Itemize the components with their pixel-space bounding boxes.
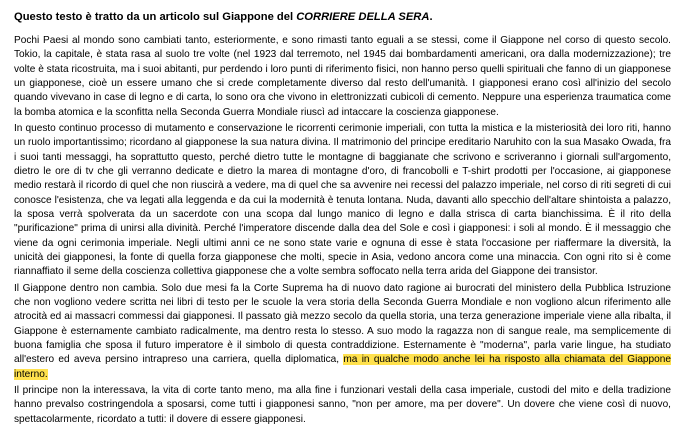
paragraph-3-text: Il Giappone dentro non cambia. Solo due mesi fa la Corte Suprema ha di nuovo dato ragione ai burocrati del ministero della Pubblica Istruzione che non vogliono vedere scritta nei libri di testo per le scuole la vera storia della Seconda Guerra Mondiale e non vogliono alcun riferimento alle atrocità ed ai massacri commessi dai giapponesi. Il passato già mezzo secolo da quella storia, una terza generazione imperiale viene alla ribalta, il Giappone è esternamente cambiato radicalmente, ma dentro resta lo stesso. A suo modo la ragazza non di sangue reale, ma semplicemente di buona famiglia che sposa il futuro imperatore è il simbolo di questa contraddizione. Esternamente è "moderna", parla varie lingue, ha studiato all'estero ed aveva persino intrapreso una carriera, quella diplomatica,	[14, 282, 671, 366]
document-intro-line	[14, 10, 671, 25]
highlighted-passage: ma in qualche modo anche lei ha risposto alla chiamata del Giappone interno.	[14, 354, 671, 380]
paragraph-4: Il principe non la interessava, la vita di corte tanto meno, ma alla fine i funzionari vestali della casa imperiale, custodi del mito e della tradizione hanno prevalso costringendola a sposarsi, come tutti i giapponesi sanno, "non per amore, ma per dovere". Un dovere che viene così di nuovo, spettacolarmente, ricordato a tutti: il dovere di essere giapponesi.	[14, 384, 671, 425]
document-body	[14, 34, 671, 427]
intro-suffix-text: .	[429, 11, 433, 23]
paragraph-3	[14, 282, 671, 382]
paragraph-1: Pochi Paesi al mondo sono cambiati tanto, esteriormente, e sono rimasti tanto eguali a se stessi, come il Giappone nel corso di questo secolo. Tokio, la capitale, è stata rasa al suolo tre volte (nel 1923 dal terremoto, nel 1945 dai bombardamenti americani, ora dalla modernizzazione); tre volte è stata ricostruita, ma i suoi abitanti, pur perdendo i loro punti di riferimento fisici, non hanno perso quelli spirituali che fanno di un giapponese un giapponese, cioè un essere umano che si crede completamente diverso dal resto dell'umanità. I giapponesi erano così all'inizio del secolo quando vivevano in case di legno e di carta, lo sono ora che vivono in elettronizzati cubicoli di cemento. Neppure una esperienza traumatica come la bomba atomica e la sconfitta nella Seconda Guerra Mondiale riuscì ad intaccare la coscienza giapponese.	[14, 35, 671, 118]
paragraph-2: In questo continuo processo di mutamento e conservazione le ricorrenti cerimonie imperiali, con tutta la mistica e la misteriosità dei loro riti, hanno un ruolo importantissimo; ricordano al giapponese la sua natura divina. Il matrimonio del principe ereditario Naruhito con la sua Masako Owada, fra i suoi tanti messaggi, ha soprattutto questo, perché dietro tutte le montagne di baggianate che scrivono e scriveranno i giornali sull'argomento, dietro le ore di tv che gli verranno dedicate e dietro la marea di montagne d'oro, di francobolli e T-shirt prodotti per l'occasione, ai giapponese medio restarà il ricordo di quel che non riuscirà a vedere, ma di quel che sa avvenire nei recessi del palazzo imperiale, nel corso di riti segreti di cui conosce l'esistenza, che va legati alla leggenda e da cui la modernità è tenuta lontana. Nuda, davanti allo specchio dell'altare shintoista a palazzo, la sposa verrà spolverata da un sacerdote con una scopa dal lungo manico di legno e dalla strisca di carta bianchissima. È il rito della "purificazione" prima di unirsi alla divinità. Perché l'imperatore discende dalla dea del Sole e così i giapponesi: i soli al mondo. È il messaggio che viene da ogni cerimonia imperiale. Negli ultimi anni ce ne sono state varie e ognuna di esse è stata l'occasione per riaffermare la diversità, la unicità dei giapponesi, la fonte di quella forza giapponese che molti, specie in Asia, vedono ancora come una minaccia. Con ogni rito si è come riannaffiato il seme della coscienza collettiva giapponese che a volte sembra soffocato nella terra arida del Giappone dei transistor.	[14, 123, 671, 278]
intro-prefix-text: Questo testo è tratto da un articolo sul Giappone del	[14, 11, 297, 23]
intro-source-name: CORRIERE DELLA SERA	[296, 11, 430, 23]
